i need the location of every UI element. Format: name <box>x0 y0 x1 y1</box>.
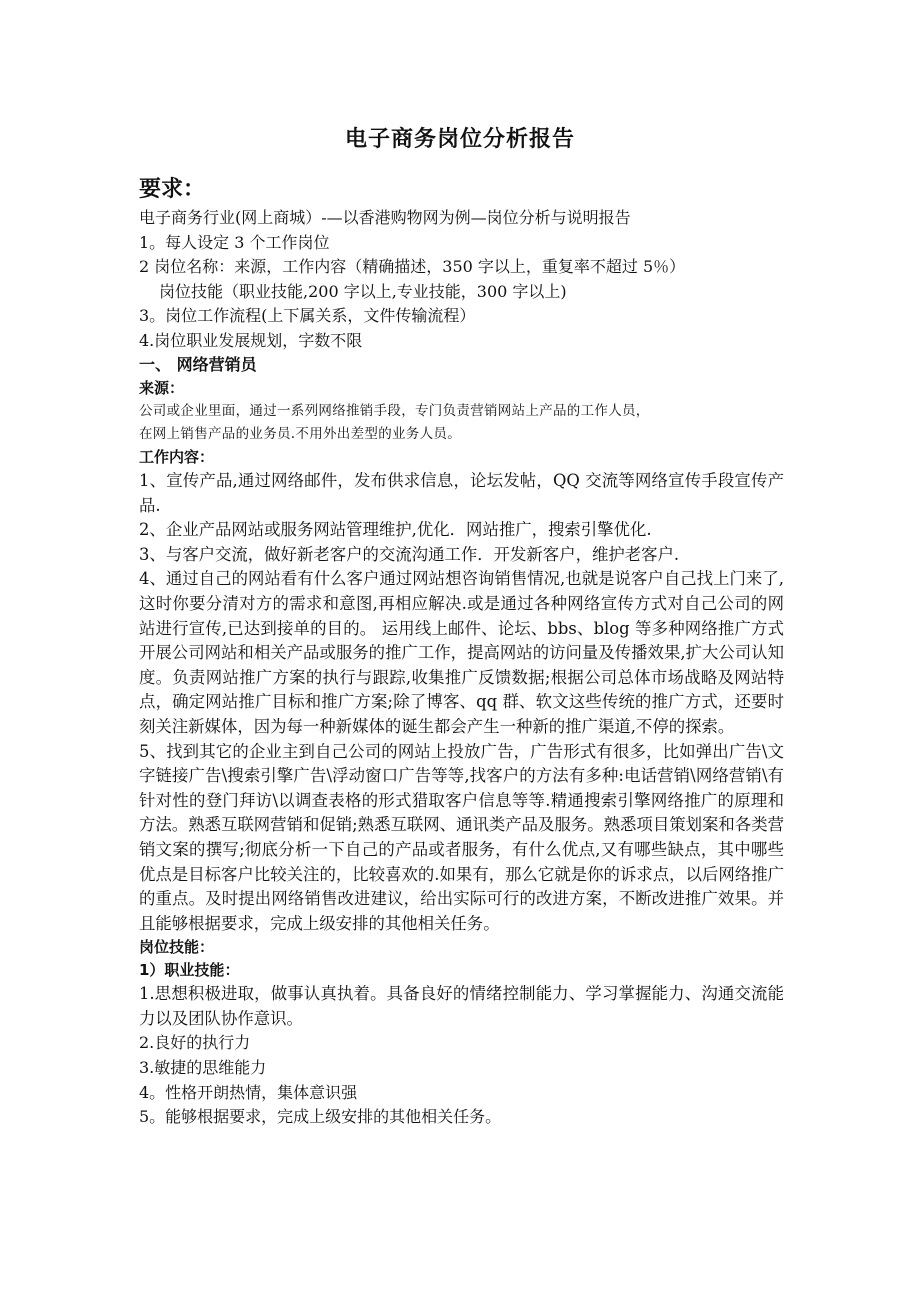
skills-heading: 岗位技能： <box>139 938 215 957</box>
vocational-item: 5。能够根据要求，完成上级安排的其他相关任务。 <box>139 1107 502 1127</box>
requirement-line: 3。岗位工作流程(上下属关系，文件传输流程） <box>139 306 476 325</box>
document-body <box>139 206 784 1130</box>
vocational-item: 3.敏捷的思维能力 <box>139 1058 267 1078</box>
source-line: 在网上销售产品的业务员.不用外出差型的业务人员。 <box>139 426 461 442</box>
requirement-line: 4.岗位职业发展规划，字数不限 <box>139 330 363 350</box>
vocational-item: 1.思想积极进取，做事认真执着。具备良好的情绪控制能力、学习掌握能力、沟通交流能力以及团队协作意识。 <box>139 984 784 1028</box>
work-heading: 工作内容： <box>139 448 215 466</box>
source-heading: 来源： <box>139 379 185 397</box>
work-item: 1、宣传产品,通过网络邮件，发布供求信息，论坛发帖，QQ 交流等网络宣传手段宣传产品. <box>139 471 784 515</box>
requirement-line: 岗位技能（职业技能,200 字以上,专业技能，300 字以上) <box>159 281 567 301</box>
requirements-heading: 要求： <box>139 177 206 202</box>
source-line: 公司或企业里面，通过一系列网络推销手段，专门负责营销网站上产品的工作人员， <box>139 403 650 419</box>
work-item: 4、通过自己的网站看有什么客户通过网站想咨询销售情况,也就是说客户自己找上门来了,这时你要分清对方的需求和意图,再相应解决.或是通过各种网络宣传方式对自己公司的网站进行宣传,已达到接单的目的。 运用线上邮件、论坛、bbs、blog 等多种网络推广方式开展公司网站和相关产品或服务的推广工作，提高网站的访问量及传播效果,扩大公司认知度。负责网站推广方案的执行与跟踪,收集推广反馈数据;根据公司总体市场战略及网站特点，确定网站推广目标和推广方案;除了博客、qq 群、软文这些传统的推广方式，还要时刻关注新媒体，因为每一种新媒体的诞生都会产生一种新的推广渠道,不停的探索。 <box>139 569 784 736</box>
work-item: 3、与客户交流，做好新老客户的交流沟通工作．开发新客户，维护老客户. <box>139 544 680 564</box>
section-heading: 一、 网络营销员 <box>139 355 257 374</box>
work-item: 2、企业产品网站或服务网站管理维护,优化．网站推广，搜索引擎优化. <box>139 520 652 540</box>
requirement-line: 1。每人设定 3 个工作岗位 <box>139 232 330 252</box>
vocational-heading: 1）职业技能： <box>139 961 240 980</box>
vocational-item: 4。性格开朗热情，集体意识强 <box>139 1082 358 1102</box>
document-title: 电子商务岗位分析报告 <box>344 127 575 152</box>
requirement-line: 电子商务行业(网上商城）-—以香港购物网为例—岗位分析与说明报告 <box>139 208 631 227</box>
vocational-item: 2.良好的执行力 <box>139 1033 251 1053</box>
work-item: 5、找到其它的企业主到自己公司的网站上投放广告，广告形式有很多，比如弹出广告\文字链接广告\搜索引擎广告\浮动窗口广告等等,找客户的方法有多种:电话营销\网络营销\有针对性的登门拜访\以调查表格的形式猎取客户信息等等.精通搜索引擎网络推广的原理和方法。熟悉互联网营销和促销;熟悉互联网、通讯类产品及服务。熟悉项目策划案和各类营销文案的撰写;彻底分析一下自己的产品或者服务，有什么优点,又有哪些缺点，其中哪些优点是目标客户比较关注的，比较喜欢的.如果有，那么它就是你的诉求点，以后网络推广的重点。及时提出网络销售改进建议，给出实际可行的改进方案，不断改进推广效果。并且能够根据要求，完成上级安排的其他相关任务。 <box>139 741 784 933</box>
requirement-line: 2 岗位名称：来源，工作内容（精确描述，350 字以上，重复率不超过 5％） <box>139 257 686 276</box>
